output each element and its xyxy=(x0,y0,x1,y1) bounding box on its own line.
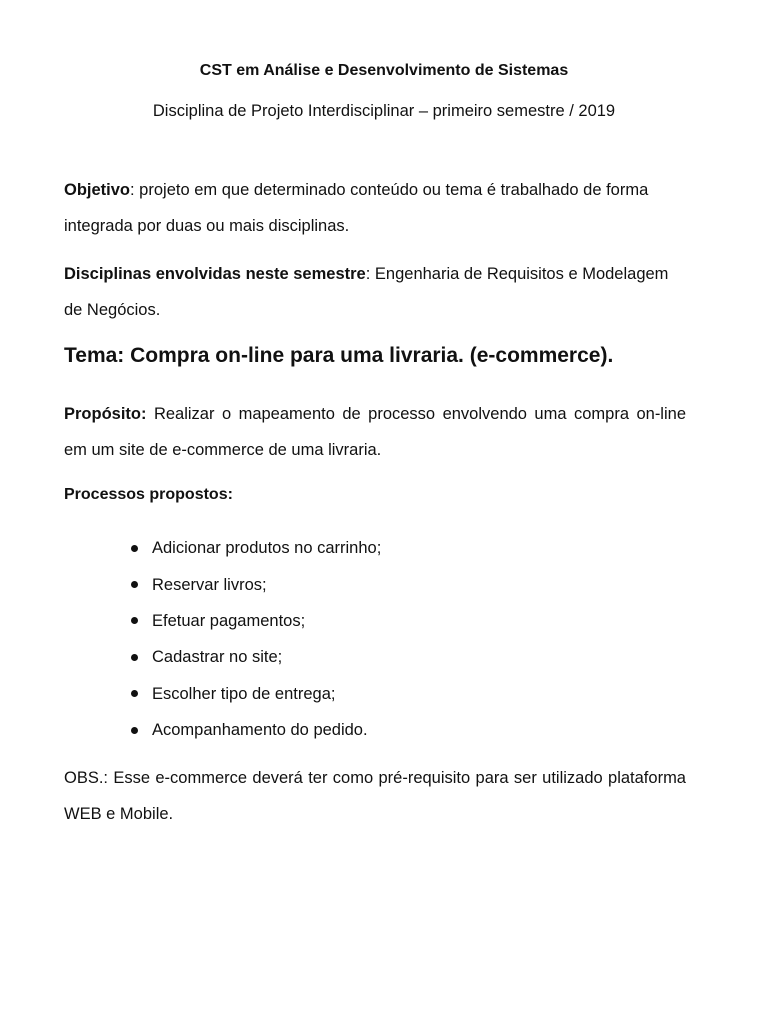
list-item xyxy=(128,603,381,639)
disciplinas-paragraph xyxy=(64,256,686,328)
list-item xyxy=(128,676,381,712)
list-item-label: Adicionar produtos no carrinho; xyxy=(152,539,382,558)
bullet-icon xyxy=(131,654,138,661)
objetivo-paragraph xyxy=(64,172,686,244)
obs-paragraph: OBS.: Esse e-commerce deverá ter como pré-requisito para ser utilizado plataforma WEB e Mobile. xyxy=(64,769,686,823)
list-item xyxy=(128,712,381,748)
bullet-icon xyxy=(131,617,138,624)
proposito-text: Realizar o mapeamento de processo envolvendo uma compra on-line em um site de e-commerce de uma livraria. xyxy=(64,405,686,459)
objetivo-text: : projeto em que determinado conteúdo ou tema é trabalhado de forma integrada por duas ou mais disciplinas. xyxy=(64,181,649,235)
list-item-label: Efetuar pagamentos; xyxy=(152,611,306,630)
list-item-label: Cadastrar no site; xyxy=(152,648,283,667)
proposito-paragraph xyxy=(64,396,686,468)
list-item xyxy=(128,639,381,675)
tema-heading: Tema: Compra on-line para uma livraria. (e-commerce). xyxy=(64,344,614,367)
proposito-label: Propósito: xyxy=(64,405,147,423)
disciplinas-label: Disciplinas envolvidas neste semestre xyxy=(64,265,366,283)
list-item-label: Reservar livros; xyxy=(152,575,267,594)
list-item xyxy=(128,530,381,566)
processos-list xyxy=(128,530,381,748)
processos-title: Processos propostos: xyxy=(64,486,233,503)
bullet-icon xyxy=(131,545,138,552)
bullet-icon xyxy=(131,581,138,588)
course-subtitle: Disciplina de Projeto Interdisciplinar – primeiro semestre / 2019 xyxy=(152,102,616,120)
objetivo-label: Objetivo xyxy=(64,181,131,199)
course-title: CST em Análise e Desenvolvimento de Sistemas xyxy=(199,62,569,79)
bullet-icon xyxy=(131,727,138,734)
disciplinas-text: : Engenharia de Requisitos e Modelagem de Negócios. xyxy=(64,265,669,319)
list-item-label: Acompanhamento do pedido. xyxy=(152,721,368,740)
list-item xyxy=(128,566,381,602)
bullet-icon xyxy=(131,690,138,697)
list-item-label: Escolher tipo de entrega; xyxy=(152,684,336,703)
